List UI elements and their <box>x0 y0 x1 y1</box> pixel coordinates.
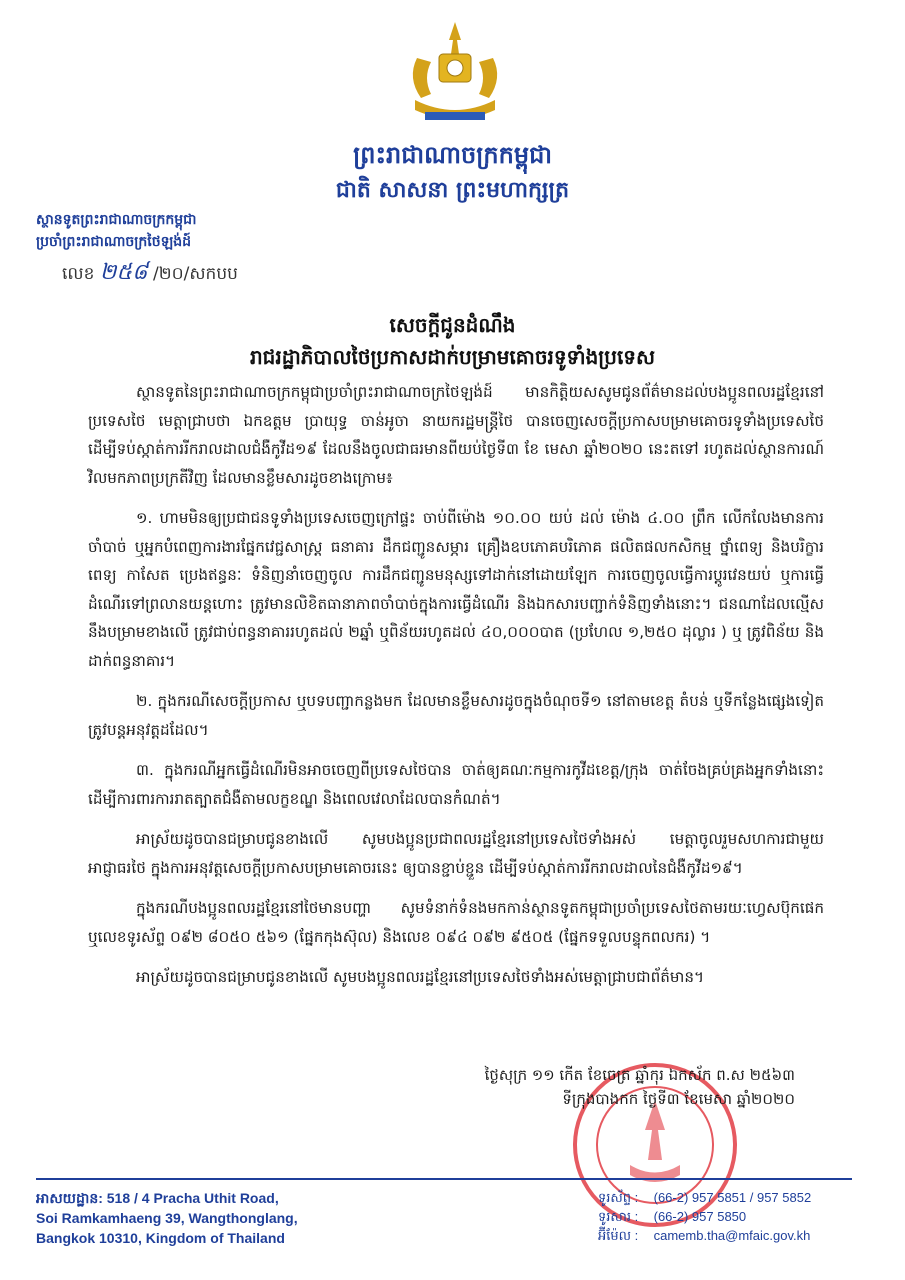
document-body <box>88 378 824 1004</box>
fax-row <box>598 1207 811 1226</box>
email-label: អ៊ីម៉ែល : <box>598 1228 639 1243</box>
footer-contact <box>598 1188 811 1245</box>
email-row <box>598 1226 811 1245</box>
kingdom-name: ព្រះរាជាណាចក្រកម្ពុជា <box>353 140 552 169</box>
embassy-name-line2: ប្រចាំព្រះរាជាណាចក្រថៃឡង់ដ៍ <box>36 234 192 250</box>
reference-handwritten-number: ២៥៨ <box>99 260 148 285</box>
national-motto: ជាតិ សាសនា ព្រះមហាក្សត្រ <box>335 177 570 203</box>
body-paragraph-1: ១. ហាមមិនឲ្យប្រជាជនទូទាំងប្រទេសចេញក្រៅផ្ទះ ចាប់ពីម៉ោង ១០.០០ យប់ ដល់ ម៉ោង ៤.០០ ព្រឹក លើកលែងមានការចាំបាច់ ឬអ្នកបំពេញការងារផ្នែកវេជ្ជសាស្ត្រ ធនាគារ ដឹកជញ្ជូនសម្ភារ គ្រឿងឧបភោគបរិភោគ ផលិតផលកសិកម្ម ថ្នាំពេទ្យ និងបរិក្ខារពេទ្យ កាសែត ប្រេងឥន្ធនៈ ទំនិញនាំចេញចូល ការដឹកជញ្ជូនមនុស្សទៅដាក់នៅដោយឡែក ការចេញចូលធ្វើការប្តូរវេនយប់ ឬការធ្វើដំណើរទៅព្រលានយន្តហោះ ត្រូវមានលិខិតធានាភាពចាំបាច់ក្នុងការធ្វើដំណើរ និងឯកសារបញ្ជាក់ទំនិញទាំងនោះ។ ជនណាដែលល្មើសនឹងបម្រាមខាងលើ ត្រូវជាប់ពន្ធនាគាររហូតដល់ ២ឆ្នាំ ឬពិន័យរហូតដល់ ៤០,០០០បាត (ប្រហែល ១,២៥០ ដុល្លារ ) ឬ ត្រូវពិន័យ និងដាក់ពន្ធនាគារ។ <box>88 509 824 670</box>
fax-label: ទូរសារ : <box>598 1209 639 1224</box>
document-title: សេចក្តីជូនដំណឹង <box>389 313 516 337</box>
address-line-3: Bangkok 10310, Kingdom of Thailand <box>36 1230 285 1246</box>
footer-divider <box>36 1178 852 1180</box>
address-line-2: Soi Ramkamhaeng 39, Wangthonglang, <box>36 1210 298 1226</box>
embassy-name-line1: ស្ថានទូតព្រះរាជាណាចក្រកម្ពុជា <box>36 212 197 228</box>
body-paragraph-closing: អាស្រ័យដូចបានជម្រាបជូនខាងលើ សូមបងប្អូនពលរដ្ឋខ្មែរនៅប្រទេសថៃទាំងអស់មេត្តាជ្រាបជាព័ត៌មាន។ <box>136 968 704 986</box>
body-paragraph-3: ៣. ក្នុងករណីអ្នកធ្វើដំណើរមិនអាចចេញពីប្រទេសថៃបាន ចាត់ឲ្យគណៈកម្មការកូវីដខេត្ត/ក្រុង ចាត់ចែងគ្រប់គ្រងអ្នកទាំងនោះ ដើម្បីការពារការរាតត្បាតជំងឺតាមលក្ខខណ្ឌ និងពេលវេលាដែលបានកំណត់។ <box>88 761 824 808</box>
body-paragraph-contact: ក្នុងករណីបងប្អូនពលរដ្ឋខ្មែរនៅថៃមានបញ្ហា សូមទំនាក់ទំនងមកកាន់ស្ថានទូតកម្ពុជាប្រចាំប្រទេសថៃតាមរយៈហ្វេសប៊ុកផេក ឬលេខទូរស័ព្ទ ០៩២ ៨០៥០ ៥៦១ (ផ្នែកកុងស៊ុល) និងលេខ ០៩៤ ០៩២ ៩៥០៥ (ផ្នែកទទួលបន្ទុកពលករ) ។ <box>88 899 824 946</box>
address-line-1: អាសយដ្ឋាន: 518 / 4 Pracha Uthit Road, <box>36 1190 279 1206</box>
body-paragraph-2: ២. ក្នុងករណីសេចក្តីប្រកាស ឬបទបញ្ជាកន្លងមក ដែលមានខ្លឹមសារដូចក្នុងចំណុចទី១ នៅតាមខេត្ត តំបន់ ឬទីកន្លែងផ្សេងទៀត ត្រូវបន្តអនុវត្តដដែល។ <box>88 692 824 739</box>
lunar-date: ថ្ងៃសុក្រ ១១ កើត ខែចេត្រ ឆ្នាំកុរ ឯកស័ក ព.ស ២៥៦៣ <box>484 1066 795 1084</box>
document-subtitle: រាជរដ្ឋាភិបាលថៃប្រកាសដាក់បម្រាមគោចរទូទាំងប្រទេស <box>249 345 656 369</box>
body-paragraph-intro: ស្ថានទូតនៃព្រះរាជាណាចក្រកម្ពុជាប្រចាំព្រះរាជាណាចក្រថៃឡង់ដ៍ មានកិត្តិយសសូមជូនព័ត៌មានដល់បងប្អូនពលរដ្ឋខ្មែរនៅប្រទេសថៃ មេត្តាជ្រាបថា ឯកឧត្តម ប្រាយុទ្ធ ចាន់អូចា នាយករដ្ឋមន្ត្រីថៃ បានចេញសេចក្តីប្រកាសបម្រាមគោចរទូទាំងប្រទេសថៃ ដើម្បីទប់ស្កាត់ការរីករាលដាលជំងឺកូវីដ១៩ ដែលនឹងចូលជាធរមានពីយប់ថ្ងៃទី៣ ខែ មេសា ឆ្នាំ២០២០ នេះតទៅ រហូតដល់ស្ថានការណ៍វិលមកភាពប្រក្រតីវិញ ដែលមានខ្លឹមសារដូចខាងក្រោម៖ <box>88 383 824 487</box>
phone-number: (66-2) 957 5851 / 957 5852 <box>653 1190 812 1205</box>
body-paragraph-request: អាស្រ័យដូចបានជម្រាបជូនខាងលើ សូមបងប្អូនប្រជាពលរដ្ឋខ្មែរនៅប្រទេសថៃទាំងអស់ មេត្តាចូលរួមសហការជាមួយអាជ្ញាធរថៃ ក្នុងការអនុវត្តសេចក្តីប្រកាសបម្រាមគោចរនេះ ឲ្យបានខ្ជាប់ខ្ជួន ដើម្បីទប់ស្កាត់ការរីករាលដាលនៃជំងឺកូវីដ១៩។ <box>88 830 824 877</box>
reference-number <box>62 258 238 290</box>
fax-number: (66-2) 957 5850 <box>653 1209 747 1224</box>
footer-address <box>36 1188 298 1248</box>
phone-label: ទូរស័ព្ទ : <box>598 1190 639 1205</box>
reference-suffix: /២០/សកបប <box>153 264 238 284</box>
email-address[interactable]: camemb.tha@mfaic.gov.kh <box>653 1228 811 1243</box>
royal-coat-of-arms-icon <box>395 20 515 130</box>
solar-date: ទីក្រុងបាងកក ថ្ងៃទី៣ ខែមេសា ឆ្នាំ២០២០ <box>562 1090 795 1108</box>
phone-row <box>598 1188 811 1207</box>
reference-label: លេខ <box>62 264 95 284</box>
